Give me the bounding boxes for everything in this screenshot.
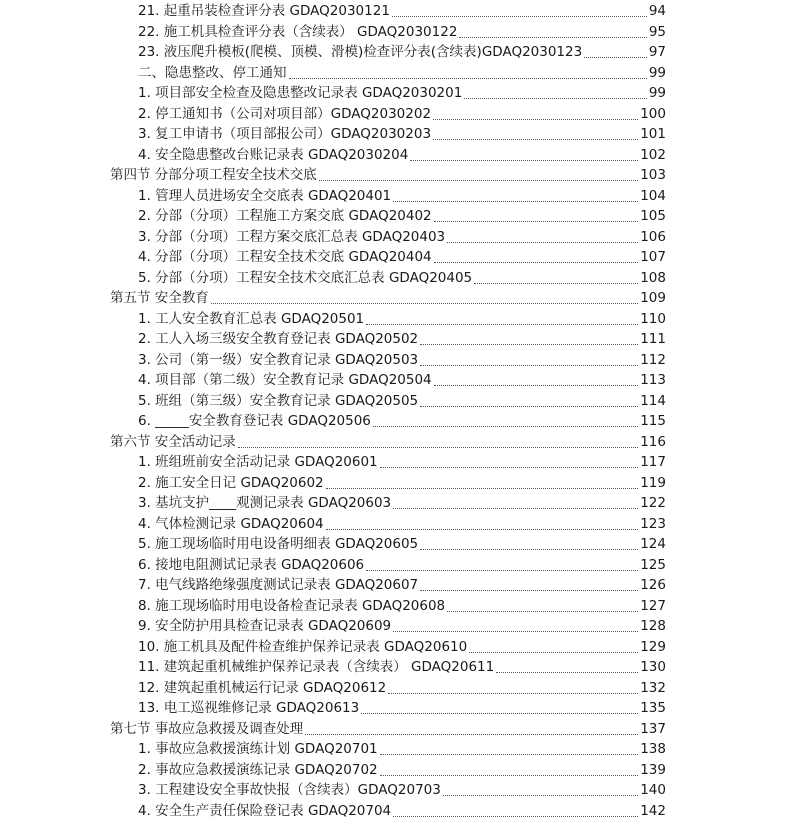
- toc-dot-leader: [305, 733, 638, 735]
- toc-entry[interactable]: [138, 616, 666, 637]
- toc-entry-title: 3. 复工申请书（项目部报公司）GDAQ2030203: [138, 124, 431, 145]
- toc-dot-leader: [410, 159, 638, 161]
- toc-entry-title: 第五节 安全教育: [110, 288, 209, 309]
- toc-entry-title: 6. _____安全教育登记表 GDAQ20506: [138, 411, 371, 432]
- toc-dot-leader: [464, 97, 646, 99]
- toc-dot-leader: [434, 384, 639, 386]
- toc-entry[interactable]: [138, 206, 666, 227]
- toc-entry-title: 第六节 安全活动记录: [110, 432, 236, 453]
- toc-dot-leader: [388, 692, 638, 694]
- toc-entry[interactable]: [138, 760, 666, 781]
- toc-entry-title: 22. 施工机具检查评分表（含续表） GDAQ2030122: [138, 22, 457, 43]
- toc-entry[interactable]: [138, 370, 666, 391]
- toc-dot-leader: [459, 36, 646, 38]
- toc-entry-title: 3. 公司（第一级）安全教育记录 GDAQ20503: [138, 350, 418, 371]
- toc-page-number: 132: [640, 678, 666, 699]
- toc-section-heading[interactable]: [110, 288, 666, 309]
- toc-entry-title: 2. 施工安全日记 GDAQ20602: [138, 473, 324, 494]
- toc-page-number: 113: [640, 370, 666, 391]
- toc-entry-title: 4. 气体检测记录 GDAQ20604: [138, 514, 324, 535]
- toc-page-number: 102: [640, 145, 666, 166]
- toc-page-number: 107: [640, 247, 666, 268]
- toc-dot-leader: [392, 15, 647, 17]
- toc-page-number: 99: [649, 83, 666, 104]
- toc-entry-title: 第七节 事故应急救援及调查处理: [110, 719, 303, 740]
- toc-dot-leader: [434, 220, 639, 222]
- toc-entry-title: 6. 接地电阻测试记录表 GDAQ20606: [138, 555, 364, 576]
- toc-page-number: 95: [649, 22, 666, 43]
- toc-entry[interactable]: [138, 534, 666, 555]
- toc-section-heading[interactable]: [110, 432, 666, 453]
- toc-dot-leader: [433, 138, 638, 140]
- toc-dot-leader: [447, 241, 638, 243]
- toc-dot-leader: [326, 487, 639, 489]
- toc-entry[interactable]: [138, 104, 666, 125]
- toc-page-number: 140: [640, 780, 666, 801]
- toc-page-number: 94: [649, 1, 666, 22]
- toc-page-number: 138: [640, 739, 666, 760]
- toc-page-number: 130: [640, 657, 666, 678]
- toc-entry-title: 5. 分部（分项）工程安全技术交底汇总表 GDAQ20405: [138, 268, 472, 289]
- toc-page-number: 142: [640, 801, 666, 821]
- toc-entry[interactable]: [138, 186, 666, 207]
- toc-entry-title: 4. 安全隐患整改台账记录表 GDAQ2030204: [138, 145, 408, 166]
- toc-page-number: 123: [640, 514, 666, 535]
- toc-page-number: 137: [640, 719, 666, 740]
- toc-page-number: 115: [640, 411, 666, 432]
- toc-entry[interactable]: [138, 780, 666, 801]
- toc-entry[interactable]: [138, 124, 666, 145]
- toc-page-number: 124: [640, 534, 666, 555]
- toc-entry[interactable]: [138, 329, 666, 350]
- toc-entry[interactable]: [138, 411, 666, 432]
- toc-page-number: 110: [640, 309, 666, 330]
- toc-dot-leader: [393, 815, 638, 817]
- toc-dot-leader: [433, 118, 638, 120]
- toc-dot-leader: [319, 179, 638, 181]
- toc-entry[interactable]: [138, 83, 666, 104]
- toc-page-number: 119: [640, 473, 666, 494]
- toc-entry[interactable]: [138, 227, 666, 248]
- toc-page-number: 105: [640, 206, 666, 227]
- toc-dot-leader: [420, 364, 638, 366]
- toc-entry-title: 1. 管理人员进场安全交底表 GDAQ20401: [138, 186, 391, 207]
- toc-entry[interactable]: [138, 739, 666, 760]
- toc-entry-title: 4. 安全生产责任保险登记表 GDAQ20704: [138, 801, 391, 821]
- toc-page-number: 126: [640, 575, 666, 596]
- toc-entry-title: 11. 建筑起重机械维护保养记录表（含续表） GDAQ20611: [138, 657, 494, 678]
- toc-dot-leader: [366, 569, 638, 571]
- toc-entry-title: 2. 分部（分项）工程施工方案交底 GDAQ20402: [138, 206, 432, 227]
- toc-entry[interactable]: [138, 698, 666, 719]
- toc-entry[interactable]: [138, 473, 666, 494]
- toc-entry[interactable]: [138, 657, 666, 678]
- toc-entry-title: 1. 项目部安全检查及隐患整改记录表 GDAQ2030201: [138, 83, 462, 104]
- toc-dot-leader: [434, 261, 639, 263]
- toc-page-number: 112: [640, 350, 666, 371]
- toc-dot-leader: [393, 200, 638, 202]
- toc-page-number: 135: [640, 698, 666, 719]
- toc-entry[interactable]: [138, 350, 666, 371]
- toc-dot-leader: [420, 589, 638, 591]
- toc-page-number: 108: [640, 268, 666, 289]
- toc-page-number: 117: [640, 452, 666, 473]
- toc-entry-title: 7. 电气线路绝缘强度测试记录表 GDAQ20607: [138, 575, 418, 596]
- toc-dot-leader: [469, 651, 638, 653]
- toc-dot-leader: [373, 425, 638, 427]
- toc-entry-title: 8. 施工现场临时用电设备检查记录表 GDAQ20608: [138, 596, 445, 617]
- toc-entry[interactable]: [138, 555, 666, 576]
- toc-entry[interactable]: [138, 575, 666, 596]
- toc-entry[interactable]: [138, 801, 666, 821]
- toc-page-number: 106: [640, 227, 666, 248]
- toc-entry[interactable]: [138, 309, 666, 330]
- toc-dot-leader: [238, 446, 638, 448]
- toc-entry-title: 5. 班组（第三级）安全教育记录 GDAQ20505: [138, 391, 418, 412]
- toc-page-number: 116: [640, 432, 666, 453]
- toc-entry[interactable]: [138, 493, 666, 514]
- toc-entry-title: 23. 液压爬升模板(爬模、顶模、滑模)检查评分表(含续表)GDAQ2030123: [138, 42, 582, 63]
- toc-entry[interactable]: [138, 247, 666, 268]
- toc-page-number: 99: [649, 63, 666, 84]
- toc-entry-title: 2. 停工通知书（公司对项目部）GDAQ2030202: [138, 104, 431, 125]
- toc-dot-leader: [380, 466, 639, 468]
- toc-entry-title: 1. 工人安全教育汇总表 GDAQ20501: [138, 309, 364, 330]
- toc-section-heading[interactable]: [110, 165, 666, 186]
- toc-page-number: 129: [640, 637, 666, 658]
- toc-dot-leader: [393, 507, 638, 509]
- toc-page-number: 139: [640, 760, 666, 781]
- toc-entry[interactable]: [138, 596, 666, 617]
- toc-entry-title: 9. 安全防护用具检查记录表 GDAQ20609: [138, 616, 391, 637]
- toc-section-heading[interactable]: [110, 719, 666, 740]
- toc-entry[interactable]: [138, 514, 666, 535]
- toc-dot-leader: [361, 712, 638, 714]
- toc-entry-title: 2. 事故应急救援演练记录 GDAQ20702: [138, 760, 378, 781]
- toc-entry-title: 12. 建筑起重机械运行记录 GDAQ20612: [138, 678, 386, 699]
- toc-dot-leader: [380, 774, 639, 776]
- toc-page-number: 114: [640, 391, 666, 412]
- toc-dot-leader: [420, 548, 638, 550]
- toc-page-number: 128: [640, 616, 666, 637]
- toc-dot-leader: [447, 610, 638, 612]
- toc-entry-title: 1. 班组班前安全活动记录 GDAQ20601: [138, 452, 378, 473]
- toc-dot-leader: [474, 282, 638, 284]
- toc-dot-leader: [289, 77, 647, 79]
- toc-entry[interactable]: [138, 42, 666, 63]
- toc-page-number: 111: [640, 329, 666, 350]
- toc-entry-title: 10. 施工机具及配件检查维护保养记录表 GDAQ20610: [138, 637, 467, 658]
- toc-dot-leader: [420, 343, 638, 345]
- toc-dot-leader: [496, 671, 638, 673]
- toc-entry[interactable]: [138, 678, 666, 699]
- toc-page-number: 122: [640, 493, 666, 514]
- toc-entry-title: 21. 起重吊装检查评分表 GDAQ2030121: [138, 1, 390, 22]
- toc-entry-title: 5. 施工现场临时用电设备明细表 GDAQ20605: [138, 534, 418, 555]
- toc-dot-leader: [366, 323, 638, 325]
- toc-entry[interactable]: [138, 1, 666, 22]
- toc-entry-title: 3. 工程建设安全事故快报（含续表）GDAQ20703: [138, 780, 441, 801]
- toc-dot-leader: [211, 302, 638, 304]
- toc-dot-leader: [584, 56, 647, 58]
- toc-page-number: 109: [640, 288, 666, 309]
- toc-entry[interactable]: [138, 145, 666, 166]
- toc-dot-leader: [380, 753, 639, 755]
- toc-page-number: 97: [649, 42, 666, 63]
- toc-dot-leader: [420, 405, 638, 407]
- toc-page-number: 103: [640, 165, 666, 186]
- toc-dot-leader: [393, 630, 638, 632]
- toc-page-number: 127: [640, 596, 666, 617]
- toc-entry-title: 二、隐患整改、停工通知: [138, 63, 287, 84]
- toc-page-number: 100: [640, 104, 666, 125]
- toc-entry-title: 第四节 分部分项工程安全技术交底: [110, 165, 317, 186]
- toc-entry[interactable]: [138, 452, 666, 473]
- toc-entry[interactable]: [138, 391, 666, 412]
- toc-entry-title: 3. 分部（分项）工程方案交底汇总表 GDAQ20403: [138, 227, 445, 248]
- toc-entry[interactable]: [138, 637, 666, 658]
- toc-page-number: 104: [640, 186, 666, 207]
- toc-entry-title: 1. 事故应急救援演练计划 GDAQ20701: [138, 739, 378, 760]
- toc-dot-leader: [326, 528, 639, 530]
- toc-entry-title: 4. 分部（分项）工程安全技术交底 GDAQ20404: [138, 247, 432, 268]
- toc-page-number: 125: [640, 555, 666, 576]
- toc-dot-leader: [443, 794, 638, 796]
- toc-entry[interactable]: [138, 22, 666, 43]
- toc-entry-title: 4. 项目部（第二级）安全教育记录 GDAQ20504: [138, 370, 432, 391]
- toc-entry-title: 3. 基坑支护____观测记录表 GDAQ20603: [138, 493, 391, 514]
- toc-page-number: 101: [640, 124, 666, 145]
- toc-entry[interactable]: [138, 268, 666, 289]
- toc-entry-title: 13. 电工巡视维修记录 GDAQ20613: [138, 698, 359, 719]
- toc-entry[interactable]: [138, 63, 666, 84]
- toc-entry-title: 2. 工人入场三级安全教育登记表 GDAQ20502: [138, 329, 418, 350]
